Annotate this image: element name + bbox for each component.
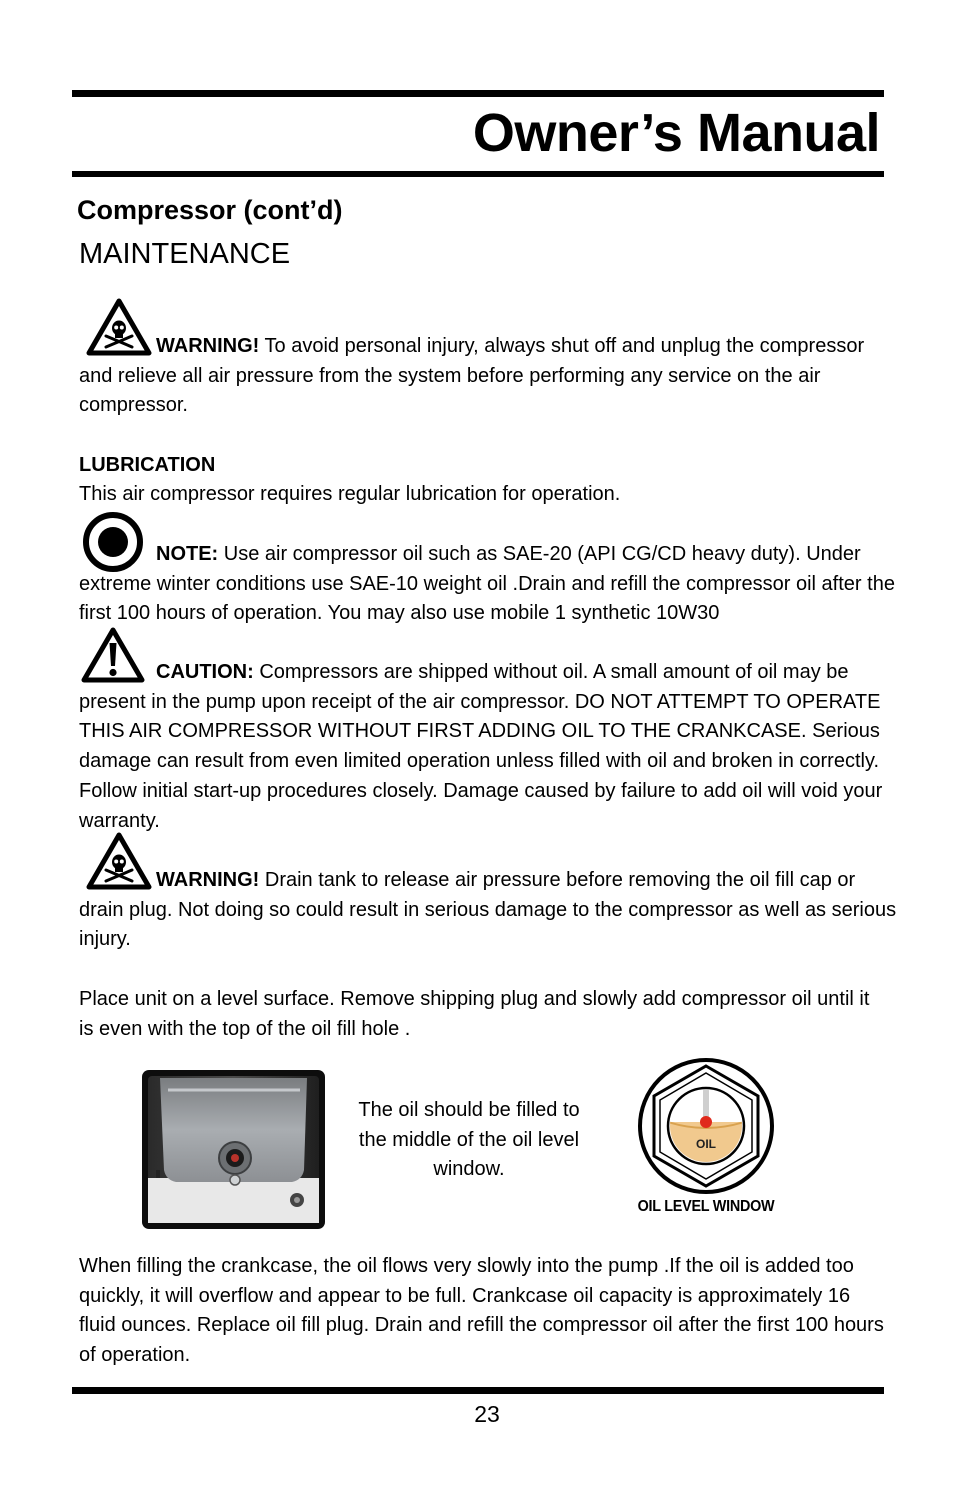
section-title: Compressor (cont’d) — [77, 195, 343, 225]
warning-label-1: WARNING! — [156, 335, 260, 357]
note-label: NOTE: — [156, 543, 219, 565]
footer-rule — [72, 1387, 884, 1394]
oil-window-text: OIL — [696, 1137, 716, 1151]
caution-label: CAUTION: — [156, 661, 254, 683]
filling-paragraph: When filling the crankcase, the oil flows very slowly into the pump .If the oil is added too quickly, it will overflow and appear to be full. Crankcase oil capacity is approximately 16 fluid ounces. Replace oil fill plug. Drain and refill the compressor oil after the first 100 hours of operation. — [79, 1255, 884, 1367]
warning-label-2: WARNING! — [156, 869, 260, 891]
caution-text: Compressors are shipped without oil. A small amount of oil may be present in the pump upon receipt of the air compressor. DO NOT ATTEMPT TO OPERATE THIS AIR COMPRESSOR WITHOUT FIRST ADDING OIL TO THE CRANKCASE. Serious damage can result from even limited operation unless filled with oil and broken in correctly. Follow initial start-up procedures closely. Damage caused by failure to add oil will void your warranty. — [79, 661, 883, 832]
oil-level-window-diagram — [636, 1056, 776, 1196]
oil-level-window-label: OIL LEVEL WINDOW — [637, 1198, 775, 1215]
header-top-rule — [72, 90, 884, 97]
warning-text-2: Drain tank to release air pressure before removing the oil fill cap or drain plug. Not doing so could result in serious damage to the compressor as well as serious injury. — [79, 869, 897, 951]
warning-text-1: To avoid personal injury, always shut off and unplug the compressor and relieve all air pressure from the system before performing any service on the air compressor. — [79, 335, 865, 417]
figure-caption: The oil should be filled to the middle of the oil level window. — [358, 1099, 580, 1180]
warning-paragraph-2 — [79, 866, 899, 955]
lubrication-intro: This air compressor requires regular lubrication for operation. — [79, 483, 621, 505]
note-text: Use air compressor oil such as SAE-20 (API CG/CD heavy duty). Under extreme winter conditions use SAE-10 weight oil .Drain and refill the compressor oil after the first 100 hours of operation. You may also use mobile 1 synthetic 10W30 — [79, 543, 895, 625]
subsection-title: MAINTENANCE — [79, 238, 291, 270]
header-bottom-rule — [72, 171, 884, 177]
page-number: 23 — [474, 1401, 500, 1427]
note-paragraph — [79, 540, 899, 629]
page-title: Owner’s Manual — [472, 103, 880, 163]
place-unit-paragraph: Place unit on a level surface. Remove shipping plug and slowly add compressor oil until it is even with the top of the oil fill hole . — [79, 988, 870, 1040]
warning-paragraph-1 — [79, 332, 899, 421]
caution-paragraph — [79, 658, 899, 836]
lubrication-heading: LUBRICATION — [79, 454, 216, 476]
compressor-photo — [142, 1070, 325, 1229]
